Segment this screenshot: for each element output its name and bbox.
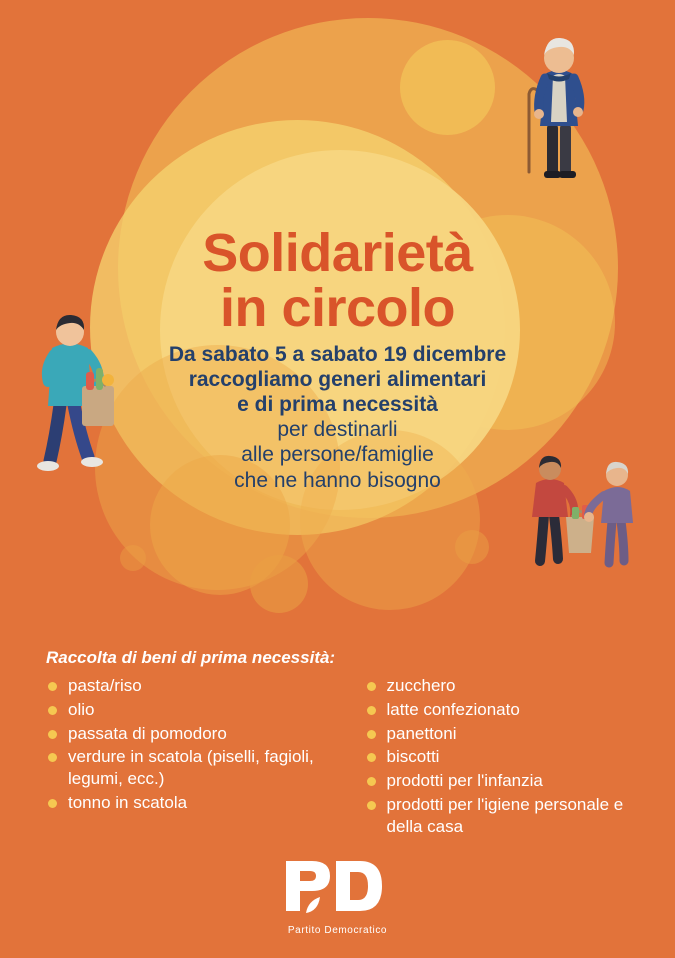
party-logo — [0, 857, 675, 936]
decorative-circle-tiny-b — [455, 530, 489, 564]
decorative-circle-small-top — [400, 40, 495, 135]
list-item: tonno in scatola — [46, 792, 355, 814]
goods-list-right — [365, 675, 631, 837]
goods-list-title: Raccolta di beni di prima necessità: — [46, 648, 336, 667]
subheadline-light-line-2: alle persone/famiglie — [241, 443, 434, 467]
list-item: panettoni — [365, 723, 631, 745]
elderly-man-with-cane-illustration — [525, 28, 587, 178]
list-item: passata di pomodoro — [46, 723, 355, 745]
list-item: verdure in scatola (piselli, fagioli, legumi, ecc.) — [46, 746, 355, 790]
subheadline-light-line-3: che ne hanno bisogno — [234, 468, 441, 492]
headline-line-1: Solidarietà — [202, 223, 473, 283]
decorative-circle-tiny-a — [250, 555, 308, 613]
subheadline-light-line-1: per destinarli — [277, 418, 398, 442]
list-item: prodotti per l'infanzia — [365, 770, 631, 792]
pd-logo-mark — [280, 857, 396, 915]
list-item: zucchero — [365, 675, 631, 697]
man-carrying-grocery-bag-illustration — [30, 300, 118, 475]
goods-list-left — [46, 675, 355, 814]
goods-list-section — [46, 648, 631, 839]
subheadline-bold-line-1: Da sabato 5 a sabato 19 dicembre — [168, 343, 507, 366]
two-women-with-grocery-bag-illustration — [520, 455, 640, 575]
list-item: prodotti per l'igiene personale e della casa — [365, 794, 631, 838]
headline-line-2: in circolo — [219, 278, 456, 339]
subheadline-bold-line-3: e di prima necessità — [237, 392, 438, 416]
list-item: pasta/riso — [46, 675, 355, 697]
party-logo-caption: Partito Democratico — [287, 925, 388, 936]
goods-list-left-column — [46, 675, 355, 839]
list-item: latte confezionato — [365, 699, 631, 721]
decorative-circle-tiny-c — [120, 545, 146, 571]
list-item: olio — [46, 699, 355, 721]
goods-list-right-column — [365, 675, 631, 839]
subheadline-bold-line-2: raccogliamo generi alimentari — [188, 367, 487, 391]
list-item: biscotti — [365, 746, 631, 768]
